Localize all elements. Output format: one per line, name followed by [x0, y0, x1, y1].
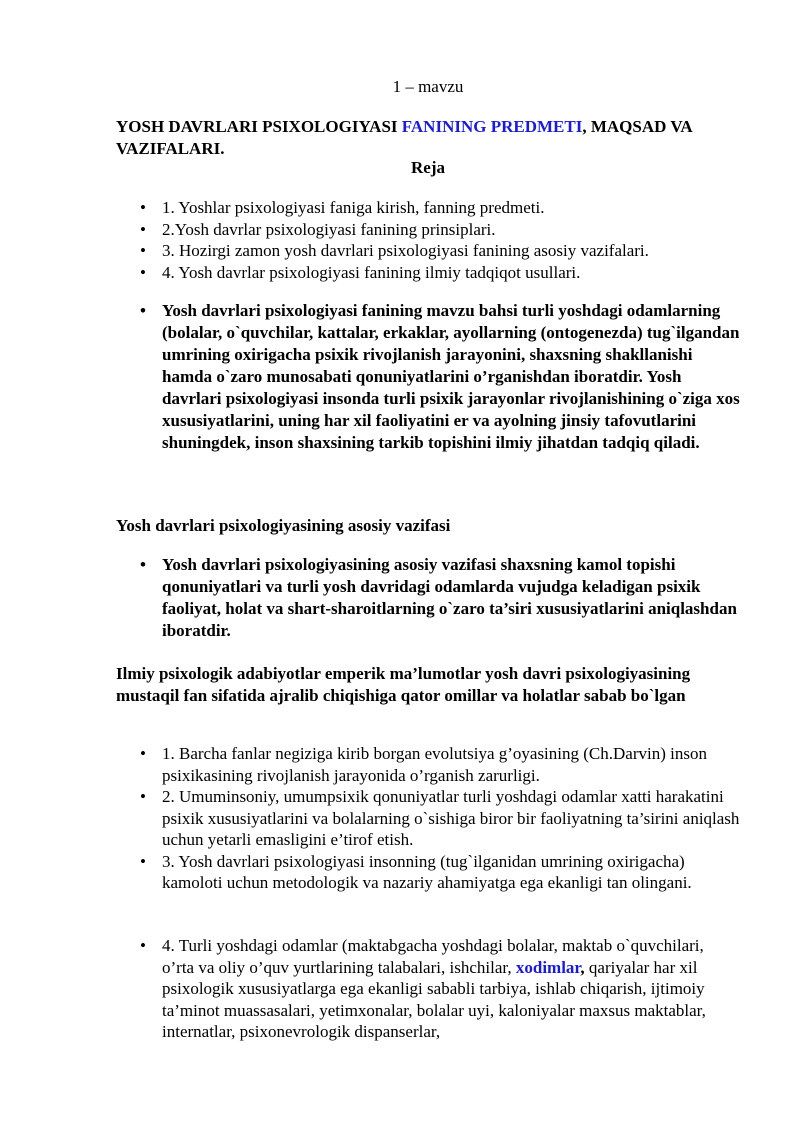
intro-list	[0, 300, 740, 454]
tasks-list	[0, 554, 740, 642]
list-item: • 1. Barcha fanlar negiziga kirib borgan evolutsiya g’oyasining (Ch.Darvin) inson psixikasining rivojlanish jarayonida o’rganish zarurligi.	[140, 744, 707, 785]
document-title	[116, 116, 756, 160]
title-part-1: YOSH DAVRLARI PSIXOLOGIYASI	[116, 117, 402, 136]
bullet-icon: •	[140, 744, 146, 763]
intro-paragraph: • Yosh davrlari psixologiyasi fanining mavzu bahsi turli yoshdagi odamlarning (bolalar, o`quvchilar, kattalar, erkaklar, ayollarning (ontogenezda) tug`ilgandan umrining oxirigacha psixik rivojlanish jarayonini, shaxsning shakllanishi hamda o`zaro munosabati qonuniyatlarini o’rganishdan iboratdir. Yosh davrlari psixologiyasi insonda turli psixik jarayonlar rivojlanishining o`ziga xos xususiyatlarini, uning har xil faoliyatini er va ayolning jinsiy tafovutlarini shuningdek, inson shaxsining tarkib topishini ilmiy jihatdan tadqiq qiladi.	[140, 301, 740, 452]
list-item: • 2.Yosh davrlar psixologiyasi fanining prinsiplari.	[140, 219, 496, 239]
title-highlight-link[interactable]: FANINING PREDMETI	[401, 117, 583, 136]
tasks-paragraph: • Yosh davrlari psixologiyasining asosiy vazifasi shaxsning kamol topishi qonuniyatlari va turli yosh davridagi odamlarda vujudga keladigan psixik faoliyat, holat va shart-sharoitlarning o`zaro ta’siri xususiyatlarini aniqlashdan iboratdir.	[140, 555, 737, 640]
section-heading-tasks: Yosh davrlari psixologiyasining asosiy vazifasi	[116, 516, 451, 535]
factors-list-continued	[0, 935, 740, 1043]
title-part-3: , MAQSAD VA VAZIFALARI.	[116, 117, 692, 158]
plan-heading: Reja	[411, 158, 445, 177]
factors-list	[0, 743, 740, 894]
list-item: • 3. Hozirgi zamon yosh davrlari psixologiyasi fanining asosiy vazifalari.	[140, 241, 649, 260]
bullet-icon: •	[140, 198, 146, 217]
topic-number: 1 – mavzu	[392, 77, 464, 96]
bullet-icon: •	[140, 787, 146, 806]
plan-list	[0, 197, 740, 283]
bullet-icon: •	[140, 555, 146, 574]
bullet-icon: •	[140, 936, 146, 955]
bullet-icon: •	[140, 219, 146, 239]
highlight-link[interactable]: xodimlar	[515, 957, 581, 977]
list-item: • 4. Turli yoshdagi odamlar (maktabgacha yoshdagi bolalar, maktab o`quvchilari, o’rta va oliy o’quv yurtlarining talabalari, ishchilar, xodimlar, qariyalar har xil psixologik xususiyatlarga ega ekanligi sababli tarbiya, ishlab chiqarish, ijtimoiy ta’minot muassasalari, yetimxonalar, bolalar uyi, kaloniyalar maxsus maktablar, internatlar, psixonevrologik dispanserlar,	[140, 936, 706, 1041]
list-item: • 2. Umuminsoniy, umumpsixik qonuniyatlar turli yoshdagi odamlar xatti harakatini psixik xususiyatlarini va bolalarning o`sishiga biror bir faoliyatning ta’sirini aniqlash uchun yetarli emasligini e’tirof etish.	[140, 787, 740, 849]
list-item: • 3. Yosh davrlari psixologiyasi insonning (tug`ilganidan umrining oxirigacha) kamoloti uchun metodologik va nazariy ahamiyatga ega ekanligi tan olingani.	[140, 851, 692, 892]
bullet-icon: •	[140, 851, 146, 871]
bullet-icon: •	[140, 262, 146, 282]
list-item: • 1. Yoshlar psixologiyasi faniga kirish, fanning predmeti.	[140, 198, 545, 217]
bullet-icon: •	[140, 241, 146, 260]
section-heading-factors: Ilmiy psixologik adabiyotlar emperik ma’lumotlar yosh davri psixologiyasining mustaqil fan sifatida ajralib chiqishiga qator omillar va holatlar sabab bo`lgan	[116, 664, 691, 705]
list-item: • 4. Yosh davrlar psixologiyasi fanining ilmiy tadqiqot usullari.	[140, 262, 581, 282]
bullet-icon: •	[140, 301, 146, 320]
